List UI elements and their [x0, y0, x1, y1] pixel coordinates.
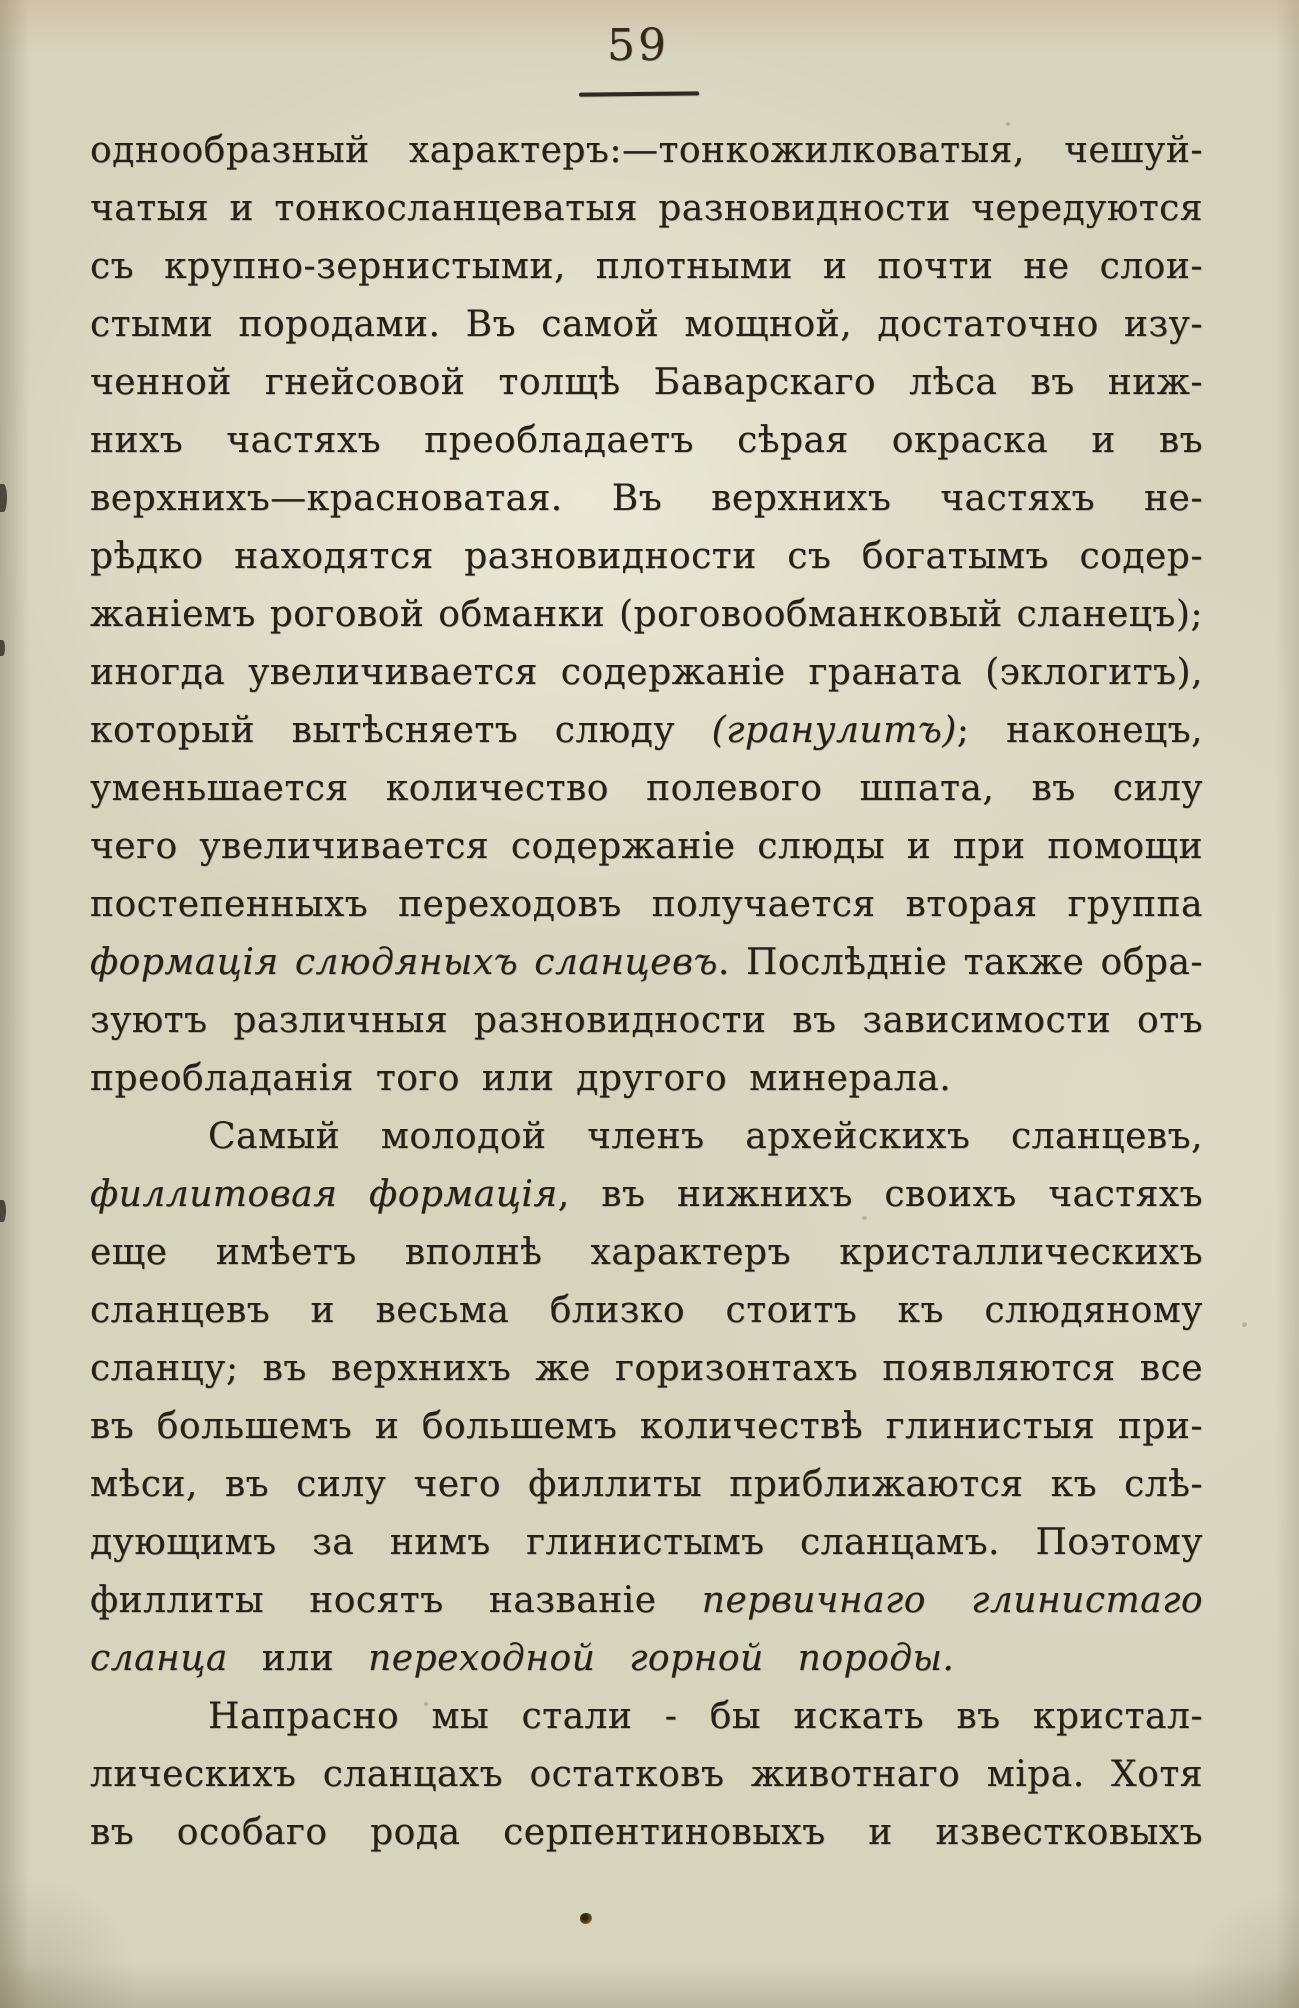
text-line [90, 1050, 1203, 1108]
text-segment: верхнихъ—красноватая. Въ верхнихъ частяхъ не- [90, 478, 1203, 519]
text-segment: рѣдко находятся разновидности съ богатымъ содер- [90, 536, 1203, 577]
text-segment: иногда увеличивается содержаніе граната (эклогитъ), [90, 652, 1203, 693]
scan-edge-mark [0, 484, 7, 512]
text-segment: . Послѣдніе также обра- [717, 942, 1203, 983]
text-line [90, 1630, 1203, 1688]
text-segment: ченной гнейсовой толщѣ Баварскаго лѣса въ ниж- [90, 362, 1203, 403]
text-segment: сланцевъ и весьма близко стоитъ къ слюдяному [90, 1290, 1203, 1331]
text-segment: сланцу; въ верхнихъ же горизонтахъ появляются все [90, 1348, 1203, 1389]
text-segment: Самый молодой членъ архейскихъ сланцевъ, [208, 1116, 1203, 1157]
text-segment: чего увеличивается содержаніе слюды и при помощи [90, 826, 1203, 867]
text-segment: или [227, 1638, 369, 1679]
text-line [90, 992, 1203, 1050]
page-number: 59 [607, 20, 669, 71]
text-segment: въ большемъ и большемъ количествѣ глинистыя при- [90, 1406, 1203, 1447]
text-segment: лическихъ сланцахъ остатковъ животнаго міра. Хотя [90, 1754, 1203, 1795]
paper-speck [424, 1702, 428, 1706]
text-line [90, 1398, 1203, 1456]
text-line [90, 296, 1203, 354]
text-line [90, 1166, 1203, 1224]
text-line [90, 1688, 1203, 1746]
text-segment: уменьшается количество полевого шпата, въ силу [90, 768, 1203, 809]
text-line [90, 1456, 1203, 1514]
text-segment: зуютъ различныя разновидности въ зависимости отъ [90, 1000, 1203, 1041]
text-segment: въ особаго рода серпентиновыхъ и известковыхъ [90, 1812, 1203, 1853]
text-segment: филлиты носятъ названіе [90, 1580, 702, 1621]
paper-speck [1242, 1322, 1247, 1327]
text-segment: чатыя и тонкосланцеватыя разновидности чередуются [90, 188, 1203, 229]
text-segment: однообразный характеръ:—тонкожилковатыя, чешуй- [90, 130, 1203, 171]
text-segment: ; наконецъ, [956, 710, 1204, 751]
text-segment: преобладанія того или другого минерала. [90, 1058, 952, 1099]
paper-speck [302, 562, 307, 567]
page-text [90, 122, 1203, 1862]
text-line [90, 1108, 1203, 1166]
paper-speck [1006, 122, 1010, 126]
text-segment: жаніемъ роговой обманки (роговообманковый сланецъ); [90, 594, 1203, 635]
paper-speck [862, 1216, 867, 1220]
text-line [90, 238, 1203, 296]
text-segment: мѣси, въ силу чего филлиты приближаются къ слѣ- [90, 1464, 1203, 1505]
text-line [90, 180, 1203, 238]
text-segment: нихъ частяхъ преобладаетъ сѣрая окраска и въ [90, 420, 1203, 461]
text-segment: который вытѣсняетъ слюду [90, 710, 712, 751]
text-line [90, 1804, 1203, 1862]
text-segment: съ крупно-зернистыми, плотными и почти не слои- [90, 246, 1203, 287]
text-line [90, 702, 1203, 760]
italic-text-segment: (гранулитъ) [711, 710, 957, 751]
italic-text-segment: переходной горной породы. [368, 1638, 955, 1679]
page-number-rule [579, 91, 699, 96]
text-segment: постепенныхъ переходовъ получается вторая группа [90, 884, 1203, 925]
scan-edge-mark [0, 640, 5, 656]
scan-edge-mark [0, 1200, 6, 1222]
italic-text-segment: филлитовая формація [90, 1174, 558, 1215]
text-line [90, 528, 1203, 586]
text-line [90, 760, 1203, 818]
text-line [90, 1340, 1203, 1398]
text-segment: дующимъ за нимъ глинистымъ сланцамъ. Поэтому [90, 1522, 1203, 1563]
text-line [90, 1514, 1203, 1572]
text-line [90, 1224, 1203, 1282]
ink-speck [580, 1913, 592, 1924]
text-line [90, 1746, 1203, 1804]
text-line [90, 122, 1203, 180]
text-line [90, 354, 1203, 412]
text-line [90, 1572, 1203, 1630]
text-segment: , въ нижнихъ своихъ частяхъ [557, 1174, 1203, 1215]
text-line [90, 586, 1203, 644]
text-line [90, 412, 1203, 470]
italic-text-segment: первичнаго глинистаго [701, 1580, 1203, 1621]
text-line [90, 470, 1203, 528]
text-line [90, 934, 1203, 992]
text-segment: еще имѣетъ вполнѣ характеръ кристаллическихъ [90, 1232, 1203, 1273]
text-line [90, 876, 1203, 934]
text-line [90, 644, 1203, 702]
text-segment: Напрасно мы стали - бы искать въ кристал- [208, 1696, 1203, 1737]
text-line [90, 818, 1203, 876]
text-segment: стыми породами. Въ самой мощной, достаточно изу- [90, 304, 1203, 345]
text-line [90, 1282, 1203, 1340]
italic-text-segment: сланца [90, 1638, 228, 1679]
italic-text-segment: формація слюдяныхъ сланцевъ [90, 942, 718, 983]
